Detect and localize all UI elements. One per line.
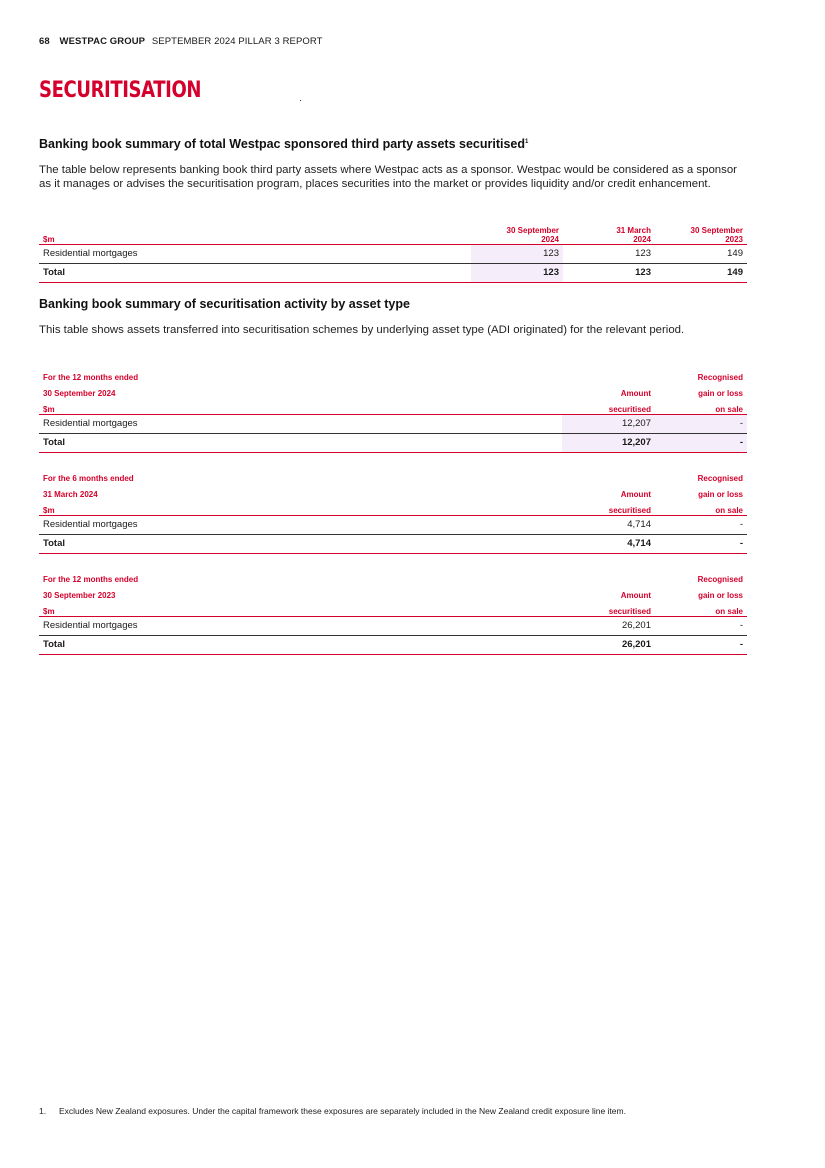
page-header [39,36,323,47]
cell-value: 12,207 [562,433,655,452]
cell-value: 26,201 [562,635,655,654]
brand-name: WESTPAC GROUP [59,36,146,47]
cell-value: - [655,433,747,452]
cell-value: 4,714 [562,515,655,534]
row-label: Total [39,433,562,452]
col-header: gain or loss [698,591,743,600]
table-row [39,616,747,635]
col-header: on sale [655,398,747,414]
cell-value: 123 [563,263,655,282]
cell-value: - [655,515,747,534]
sponsored-description: The table below represents banking book third party assets where Westpac acts as a sponsor. Westpac would be considered as a sponsor as it manages or advises the securitisation program, places securities into the market or provides liquidity and/or credit enhancement. [39,164,737,190]
col-header: securitised [562,499,655,515]
col-header: gain or loss [698,389,743,398]
sponsored-heading: Banking book summary of total Westpac sponsored third party assets securitised$^1$ [39,137,529,151]
page-number: 68 [39,36,50,47]
row-label: Total [39,635,562,654]
sponsored-table [39,222,747,283]
cell-value: 123 [471,244,563,263]
activity-description: This table shows assets transferred into securitisation schemes by underlying asset type (ADI originated) for the relevant period. [39,324,685,336]
total-row [39,635,747,654]
section-title: SECURITISATION [39,78,202,103]
col-header: Recognised [697,474,743,483]
col-header: 30 September 2023 [655,222,747,244]
cell-value: - [655,635,747,654]
cell-value: 123 [471,263,563,282]
period-label: For the 12 months ended [43,373,139,382]
period-label: For the 6 months ended [43,474,134,483]
cell-value: 149 [655,244,747,263]
total-row [39,433,747,452]
cell-value: - [655,616,747,635]
cell-value: 123 [563,244,655,263]
activity-table-12m-sep-2023 [39,568,747,655]
row-label: Residential mortgages [39,414,562,433]
col-header: Recognised [697,575,743,584]
cell-value: - [655,414,747,433]
cell-value: 4,714 [562,534,655,553]
report-title: SEPTEMBER 2024 PILLAR 3 REPORT [151,36,323,47]
cell-value: 26,201 [562,616,655,635]
col-header: securitised [562,398,655,414]
sponsored-header-row [39,222,747,244]
period-date: 30 September 2023 [43,591,116,600]
period-date: 30 September 2024 [43,389,116,398]
cell-value: 12,207 [562,414,655,433]
unit-label: $m [39,600,562,616]
col-header: Amount [620,591,651,600]
row-label: Residential mortgages [39,515,562,534]
total-row [39,263,747,282]
row-label: Residential mortgages [39,244,471,263]
table-row [39,244,747,263]
col-header: Amount [620,389,651,398]
total-row [39,534,747,553]
row-label: Total [39,534,562,553]
footnote-text: Excludes New Zealand exposures. Under the capital framework these exposures are separately included in the New Zealand credit exposure line item. [59,1106,626,1116]
cell-value: - [655,534,747,553]
col-header: securitised [562,600,655,616]
col-header: on sale [655,499,747,515]
table-row [39,515,747,534]
col-header: gain or loss [698,490,743,499]
unit-label: $m [39,222,471,244]
activity-heading: Banking book summary of securitisation activity by asset type [39,297,410,311]
unit-label: $m [39,398,562,414]
activity-table-12m-sep-2024 [39,366,747,453]
cell-value: 149 [655,263,747,282]
row-label: Total [39,263,471,282]
unit-label: $m [39,499,562,515]
activity-table-6m-mar-2024 [39,467,747,554]
footnote-ref[interactable]: 1 [525,138,529,145]
col-header: Amount [620,490,651,499]
period-date: 31 March 2024 [43,490,98,499]
footnote [39,1106,739,1116]
row-label: Residential mortgages [39,616,562,635]
period-label: For the 12 months ended [43,575,139,584]
col-header: on sale [655,600,747,616]
col-header: 30 September 2024 [471,222,563,244]
table-row [39,414,747,433]
col-header: Recognised [697,373,743,382]
col-header: 31 March 2024 [563,222,655,244]
stray-dot [300,100,301,101]
footnote-number: 1. [39,1106,47,1116]
